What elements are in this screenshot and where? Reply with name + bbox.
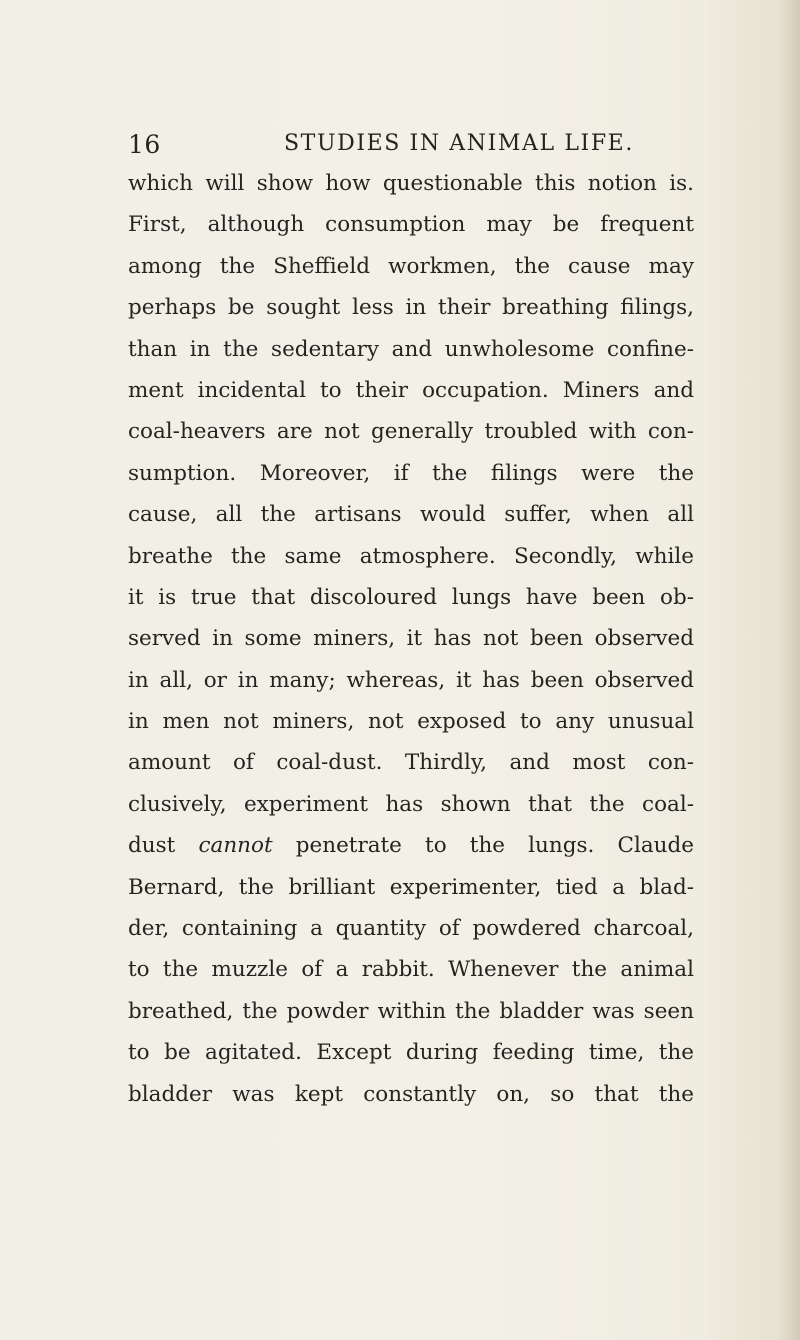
text-line: First, although consumption may be frequent	[128, 212, 694, 238]
text-line: clusively, experiment has shown that the coal-	[128, 791, 694, 817]
text-line: in men not miners, not exposed to any unusual	[128, 709, 694, 735]
text-line: amount of coal-dust. Thirdly, and most con-	[128, 750, 694, 776]
text-line: Bernard, the brilliant experimenter, tied a blad-	[128, 874, 694, 900]
text-segment: dust	[128, 833, 199, 859]
text-line: cause, all the artisans would suffer, when all	[128, 502, 694, 528]
text-line: breathed, the powder within the bladder was seen	[128, 998, 694, 1024]
page-number: 16	[128, 130, 161, 159]
text-line: served in some miners, it has not been observed	[128, 626, 694, 652]
text-line: perhaps be sought less in their breathing filings,	[128, 295, 694, 321]
text-line: which will show how questionable this notion is.	[128, 171, 694, 196]
page-edge-shadow	[780, 0, 800, 1340]
text-line: to be agitated. Except during feeding time, the	[128, 1040, 694, 1066]
emphasized-word: cannot	[198, 833, 273, 859]
running-title: STUDIES IN ANIMAL LIFE.	[284, 131, 634, 156]
text-line: than in the sedentary and unwholesome confine-	[128, 336, 694, 362]
text-line: it is true that discoloured lungs have been ob-	[128, 584, 694, 610]
body-text	[128, 163, 694, 1115]
text-line: to the muzzle of a rabbit. Whenever the animal	[128, 957, 694, 983]
text-line: sumption. Moreover, if the filings were the	[128, 460, 694, 486]
text-line-with-emphasis	[128, 825, 694, 866]
text-line: among the Sheffield workmen, the cause may	[128, 253, 694, 279]
text-line: coal-heavers are not generally troubled with con-	[128, 419, 694, 445]
text-line: breathe the same atmosphere. Secondly, while	[128, 543, 694, 569]
text-segment: penetrate to the lungs. Claude	[272, 833, 694, 859]
text-line: in all, or in many; whereas, it has been observed	[128, 667, 694, 693]
text-line: ment incidental to their occupation. Miners and	[128, 377, 694, 403]
text-line: bladder was kept constantly on, so that the	[128, 1081, 694, 1107]
text-line: der, containing a quantity of powdered charcoal,	[128, 916, 694, 942]
